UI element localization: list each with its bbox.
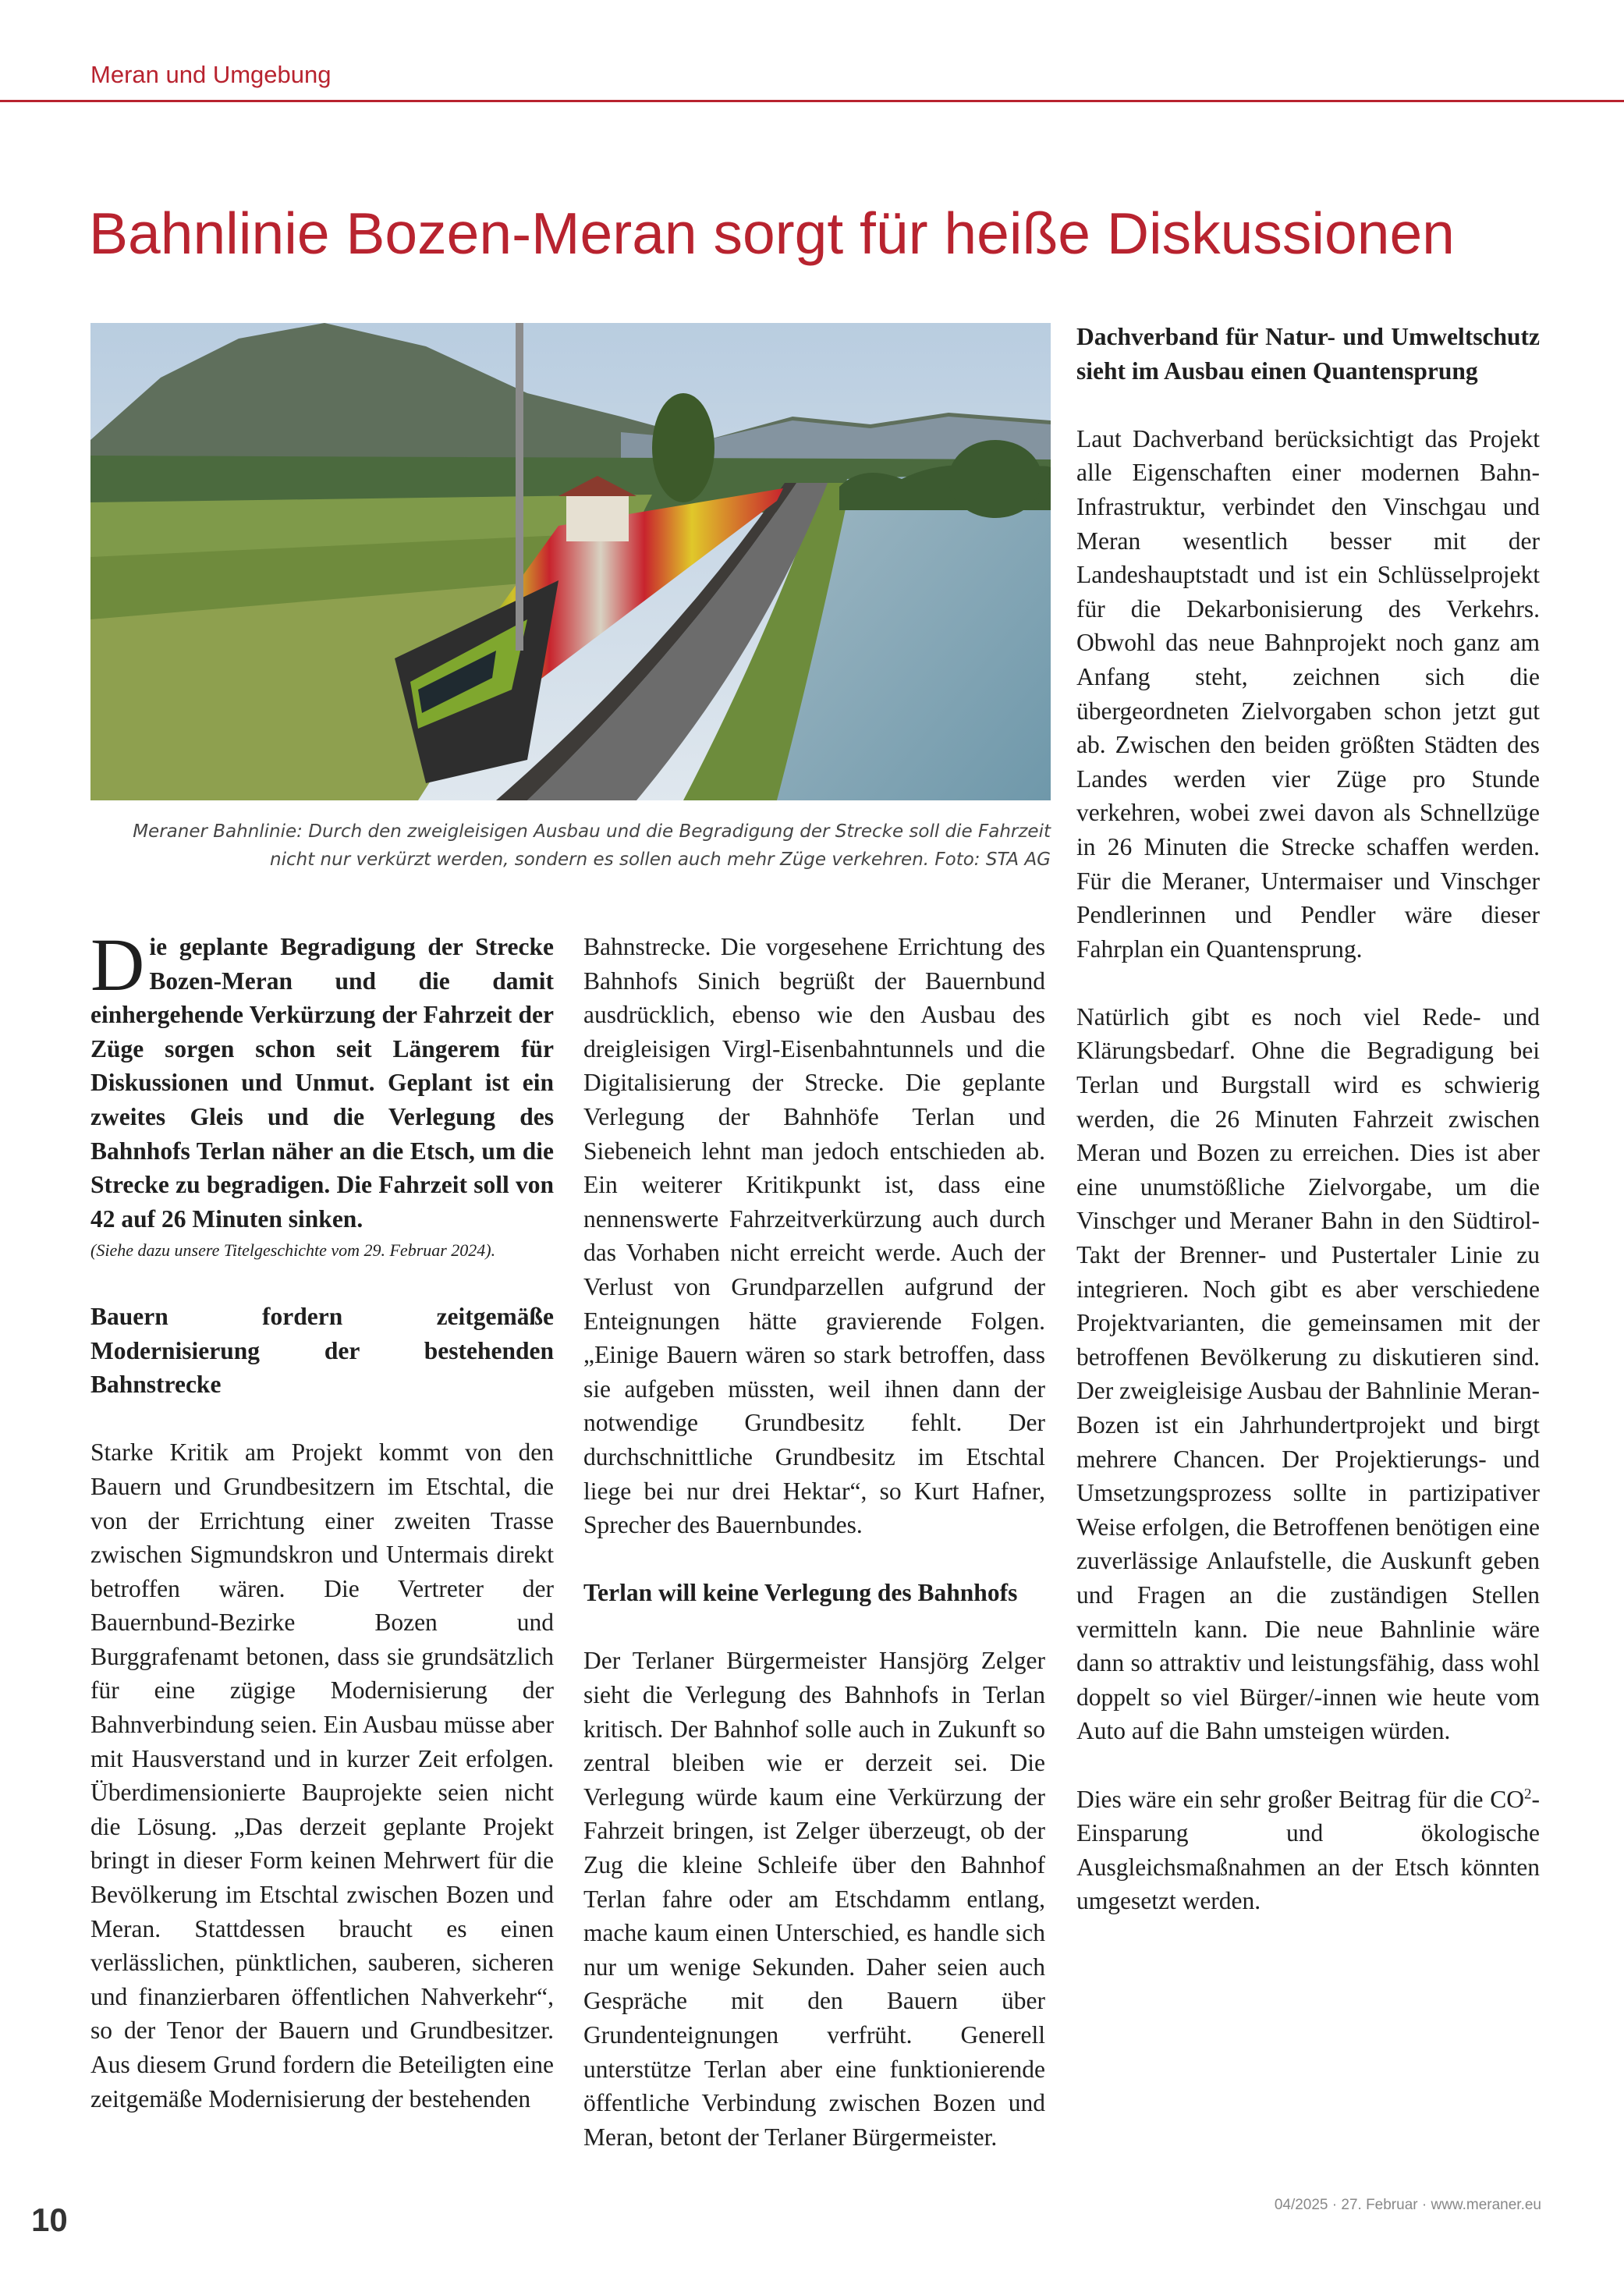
lead-text: ie geplante Begradigung der Strecke Bozen-Meran und die damit einhergehende Verkürzung der Fahrzeit der Züge sorgen schon seit Längerem für Diskussionen und Unmut. Geplant ist ein zweites Gleis und die Verlegung des Bahnhofs Terlan näher an die Etsch, um die Strecke zu begradigen. Die Fahrzeit soll von 42 auf 26 Minuten sinken. (90, 933, 554, 1233)
column-3 (1076, 320, 1540, 1918)
photo-caption: Meraner Bahnlinie: Durch den zweigleisigen Ausbau und die Begradigung der Strecke soll die Fahrzeit nicht nur verkürzt werden, sondern es sollen auch mehr Züge verkehren. Foto: STA AG (133, 821, 1051, 870)
issue-info: 04/2025 · 27. Februar · www.meraner.eu (1274, 2197, 1541, 2213)
column-1 (90, 923, 554, 2116)
co2-text-end: -Einsparung und ökologische Ausgleichsmaßnahmen an der Etsch könnten umgesetzt werden. (1076, 1785, 1540, 1915)
paragraph-bauern-continued: Bahnstrecke. Die vorgesehene Errichtung des Bahnhofs Sinich begrüßt der Bauernbund ausdrücklich, ebenso wie den Ausbau des dreigleisigen Virgl-Eisenbahntunnels und die Digitalisierung der Strecke. Die geplante Verlegung der Bahnhöfe Terlan und Siebeneich lehnt man jedoch entschieden ab. Ein weiterer Kritikpunkt ist, dass eine nennenswerte Fahrzeitverkürzung auch durch das Vorhaben nicht erreicht werde. Auch der Verlust von Grundparzellen aufgrund der Enteignungen hätte gravierende Folgen. „Einige Bauern wären so stark betroffen, dass sie aufgeben müssten, weil ihnen dann der notwendige Grundbesitz fehlt. Der durchschnittliche Grundbesitz im Etschtal liege bei nur drei Hektar“, so Kurt Hafner, Sprecher des Bauernbundes. (583, 933, 1045, 1539)
article-title: Bahnlinie Bozen-Meran sorgt für heiße Diskussionen (89, 200, 1455, 266)
subheading-bauern: Bauern fordern zeitgemäße Modernisierung der bestehenden Bahnstrecke (90, 1302, 554, 1399)
header-rule (0, 100, 1624, 102)
section-label: Meran und Umgebung (90, 61, 332, 88)
co2-subscript: 2 (1524, 1786, 1532, 1803)
drop-cap: D (90, 923, 145, 1006)
paragraph-terlan: Der Terlaner Bürgermeister Hansjörg Zelger sieht die Verlegung des Bahnhofs in Terlan kritisch. Der Bahnhof solle auch in Zukunft so zentral bleiben wie er derzeit sei. Die Verlegung würde kaum eine Verkürzung der Fahrzeit bringen, ist Zelger überzeugt, ob der Zug die kleine Schleife über den Bahnhof Terlan fahre oder am Etschdamm entlang, mache kaum einen Unterschied, es handle sich nur um wenige Sekunden. Daher seien auch Gespräche mit den Bauern über Grundenteignungen verfrüht. Generell unterstütze Terlan aber eine funktionierende öffentliche Verbindung zwischen Bozen und Meran, betont der Terlaner Bürgermeister. (583, 1647, 1045, 2151)
paragraph-bauern: Starke Kritik am Projekt kommt von den Bauern und Grundbesitzern im Etschtal, die von der Errichtung einer zweiten Trasse zwischen Sigmundskron und Untermais direkt betroffen wären. Die Vertreter der Bauernbund-Bezirke Bozen und Burggrafenamt betonen, dass sie grundsätzlich für eine zügige Modernisierung der Bahnverbindung seien. Ein Ausbau müsse aber mit Hausverstand und in kurzer Zeit erfolgen. Überdimensionierte Bauprojekte seien nicht die Lösung. „Das derzeit geplante Projekt bringt in dieser Form keinen Mehrwert für die Bevölkerung im Etschtal zwischen Bozen und Meran. Stattdessen braucht es einen verlässlichen, pünktlichen, sauberen, sicheren und finanzierbaren öffentlichen Nahverkehr“, so der Tenor der Bauern und Grundbesitzer. Aus diesem Grund fordern die Beteiligten eine zeitgemäße Modernisierung der bestehenden (90, 1438, 554, 2112)
article-photo (90, 323, 1051, 800)
paragraph-klaerungsbedarf: Natürlich gibt es noch viel Rede- und Klärungsbedarf. Ohne die Begradigung bei Terlan und Burgstall wird es schwierig werden, die 26 Minuten Fahrzeit zwischen Meran und Bozen zu erreichen. Dies ist aber eine unumstößliche Zielvorgabe, um die Vinschger und Meraner Bahn in den Südtirol-Takt der Brenner- und Pustertaler Linie zu integrieren. Noch gibt es aber verschiedene Projektvarianten, die gemeinsamen mit der betroffenen Bevölkerung zu diskutieren sind. Der zweigleisige Ausbau der Bahnlinie Meran-Bozen ist ein Jahrhundertprojekt und birgt mehrere Chancen. Der Projektierungs- und Umsetzungsprozess sollte in partizipativer Weise erfolgen, die Betroffenen benötigen eine zuverlässige Anlaufstelle, die Auskunft geben und Fragen an die zuständigen Stellen vermitteln kann. Die neue Bahnlinie wäre dann so attraktiv und leistungsfähig, dass wohl doppelt so viel Bürger/-innen wie heute vom Auto auf die Bahn umsteigen würden. (1076, 1002, 1540, 1745)
column-2 (583, 930, 1045, 2154)
co2-text-start: Dies wäre ein sehr großer Beitrag für die CO (1076, 1785, 1524, 1813)
subheading-dachverband: Dachverband für Natur- und Umweltschutz sieht im Ausbau einen Quantensprung (1076, 323, 1540, 385)
subheading-terlan: Terlan will keine Verlegung des Bahnhofs (583, 1579, 1018, 1607)
lead-paragraph (90, 923, 554, 1236)
paragraph-dachverband: Laut Dachverband berücksichtigt das Projekt alle Eigenschaften einer modernen Bahn-Infrastruktur, verbindet den Vinschgau und Meran wesentlich besser mit der Landeshauptstadt und ist ein Schlüsselprojekt für die Dekarbonisierung des Verkehrs. Obwohl das neue Bahnprojekt noch ganz am Anfang steht, zeichnen sich die übergeordneten Zielvorgaben schon jetzt gut ab. Zwischen den beiden größten Städten des Landes werden vier Züge pro Stunde verkehren, wobei zwei davon als Schnellzüge in 26 Minuten die Strecke schaffen werden. Für die Meraner, Untermaiser und Vinschger Pendlerinnen und Pendler wäre dieser Fahrplan ein Quantensprung. (1076, 424, 1540, 963)
reference-note: (Siehe dazu unsere Titelgeschichte vom 29. Februar 2024). (90, 1240, 496, 1261)
page-number: 10 (31, 2201, 68, 2238)
paragraph-co2 (1076, 1783, 1540, 1918)
